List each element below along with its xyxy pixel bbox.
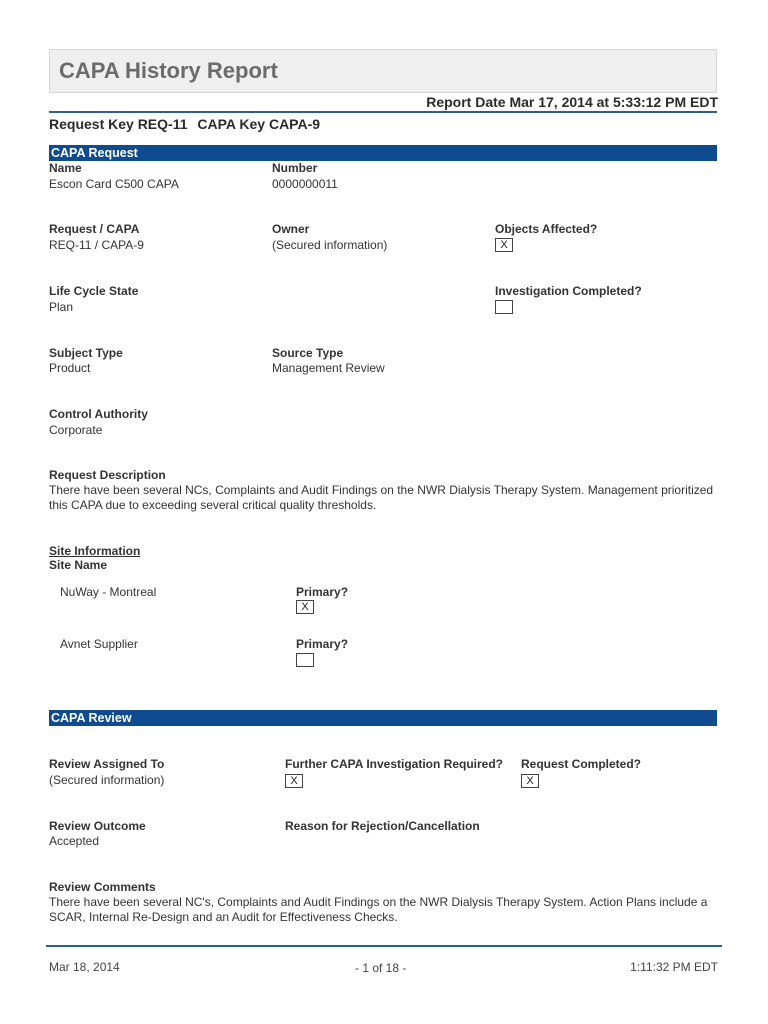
reason-rejection-label: Reason for Rejection/Cancellation: [285, 819, 480, 833]
number-label: Number: [272, 161, 318, 175]
further-investigation-checkbox[interactable]: X: [285, 774, 303, 788]
number-value: 0000000011: [272, 177, 338, 191]
site-primary-label: Primary?: [296, 637, 349, 651]
control-authority-value: Corporate: [49, 423, 103, 437]
subject-type-value: Product: [49, 361, 91, 375]
section-header-capa-request: CAPA Request: [49, 145, 717, 161]
header-divider: [49, 111, 717, 113]
footer-date: Mar 18, 2014: [49, 960, 120, 974]
review-assigned-value: (Secured information): [49, 773, 165, 787]
objects-affected-checkbox[interactable]: X: [495, 238, 513, 252]
report-date: Report Date Mar 17, 2014 at 5:33:12 PM EDT: [426, 94, 718, 110]
control-authority-label: Control Authority: [49, 407, 148, 421]
site-name-value: Avnet Supplier: [60, 637, 138, 651]
site-information-header: Site Information: [49, 544, 141, 558]
review-comments-value: There have been several NC's, Complaints and Audit Findings on the NWR Dialysis Therapy System. Action Plans include a SCAR, Internal Re-Design and an Audit for Effectiveness Checks.: [49, 895, 708, 924]
page-title: CAPA History Report: [59, 58, 278, 83]
capa-key: CAPA Key CAPA-9: [197, 116, 321, 132]
life-cycle-value: Plan: [49, 300, 74, 314]
section-header-capa-review: CAPA Review: [49, 710, 717, 726]
request-capa-value: REQ-11 / CAPA-9: [49, 238, 144, 252]
request-completed-checkbox[interactable]: X: [521, 774, 539, 788]
investigation-completed-checkbox[interactable]: [495, 300, 513, 314]
owner-value: (Secured information): [272, 238, 388, 252]
investigation-completed-label: Investigation Completed?: [495, 284, 642, 298]
source-type-value: Management Review: [272, 361, 385, 375]
site-primary-checkbox[interactable]: [296, 653, 314, 667]
site-name-value: NuWay - Montreal: [60, 585, 157, 599]
request-description-label: Request Description: [49, 468, 166, 482]
keys-line: [49, 116, 326, 132]
review-comments-label: Review Comments: [49, 880, 156, 894]
request-completed-label: Request Completed?: [521, 757, 642, 771]
owner-label: Owner: [272, 222, 310, 236]
review-outcome-label: Review Outcome: [49, 819, 146, 833]
source-type-label: Source Type: [272, 346, 344, 360]
review-outcome-value: Accepted: [49, 834, 100, 848]
further-investigation-label: Further CAPA Investigation Required?: [285, 757, 504, 771]
name-label: Name: [49, 161, 82, 175]
title-box: [49, 49, 717, 93]
life-cycle-label: Life Cycle State: [49, 284, 139, 298]
footer-time: 1:11:32 PM EDT: [630, 960, 718, 974]
footer-page-number: - 1 of 18 -: [355, 961, 407, 975]
site-name-label: Site Name: [49, 558, 108, 572]
request-description-value: There have been several NCs, Complaints and Audit Findings on the NWR Dialysis Therapy System. Management prioritized this CAPA due to exceeding several critical quality thresholds.: [49, 483, 714, 512]
name-value: Escon Card C500 CAPA: [49, 177, 179, 191]
footer-divider: [46, 945, 722, 947]
site-primary-label: Primary?: [296, 585, 349, 599]
objects-affected-label: Objects Affected?: [495, 222, 598, 236]
site-primary-checkbox[interactable]: X: [296, 600, 314, 614]
request-key: Request Key REQ-11: [49, 116, 188, 132]
request-capa-label: Request / CAPA: [49, 222, 140, 236]
review-assigned-label: Review Assigned To: [49, 757, 165, 771]
subject-type-label: Subject Type: [49, 346, 123, 360]
